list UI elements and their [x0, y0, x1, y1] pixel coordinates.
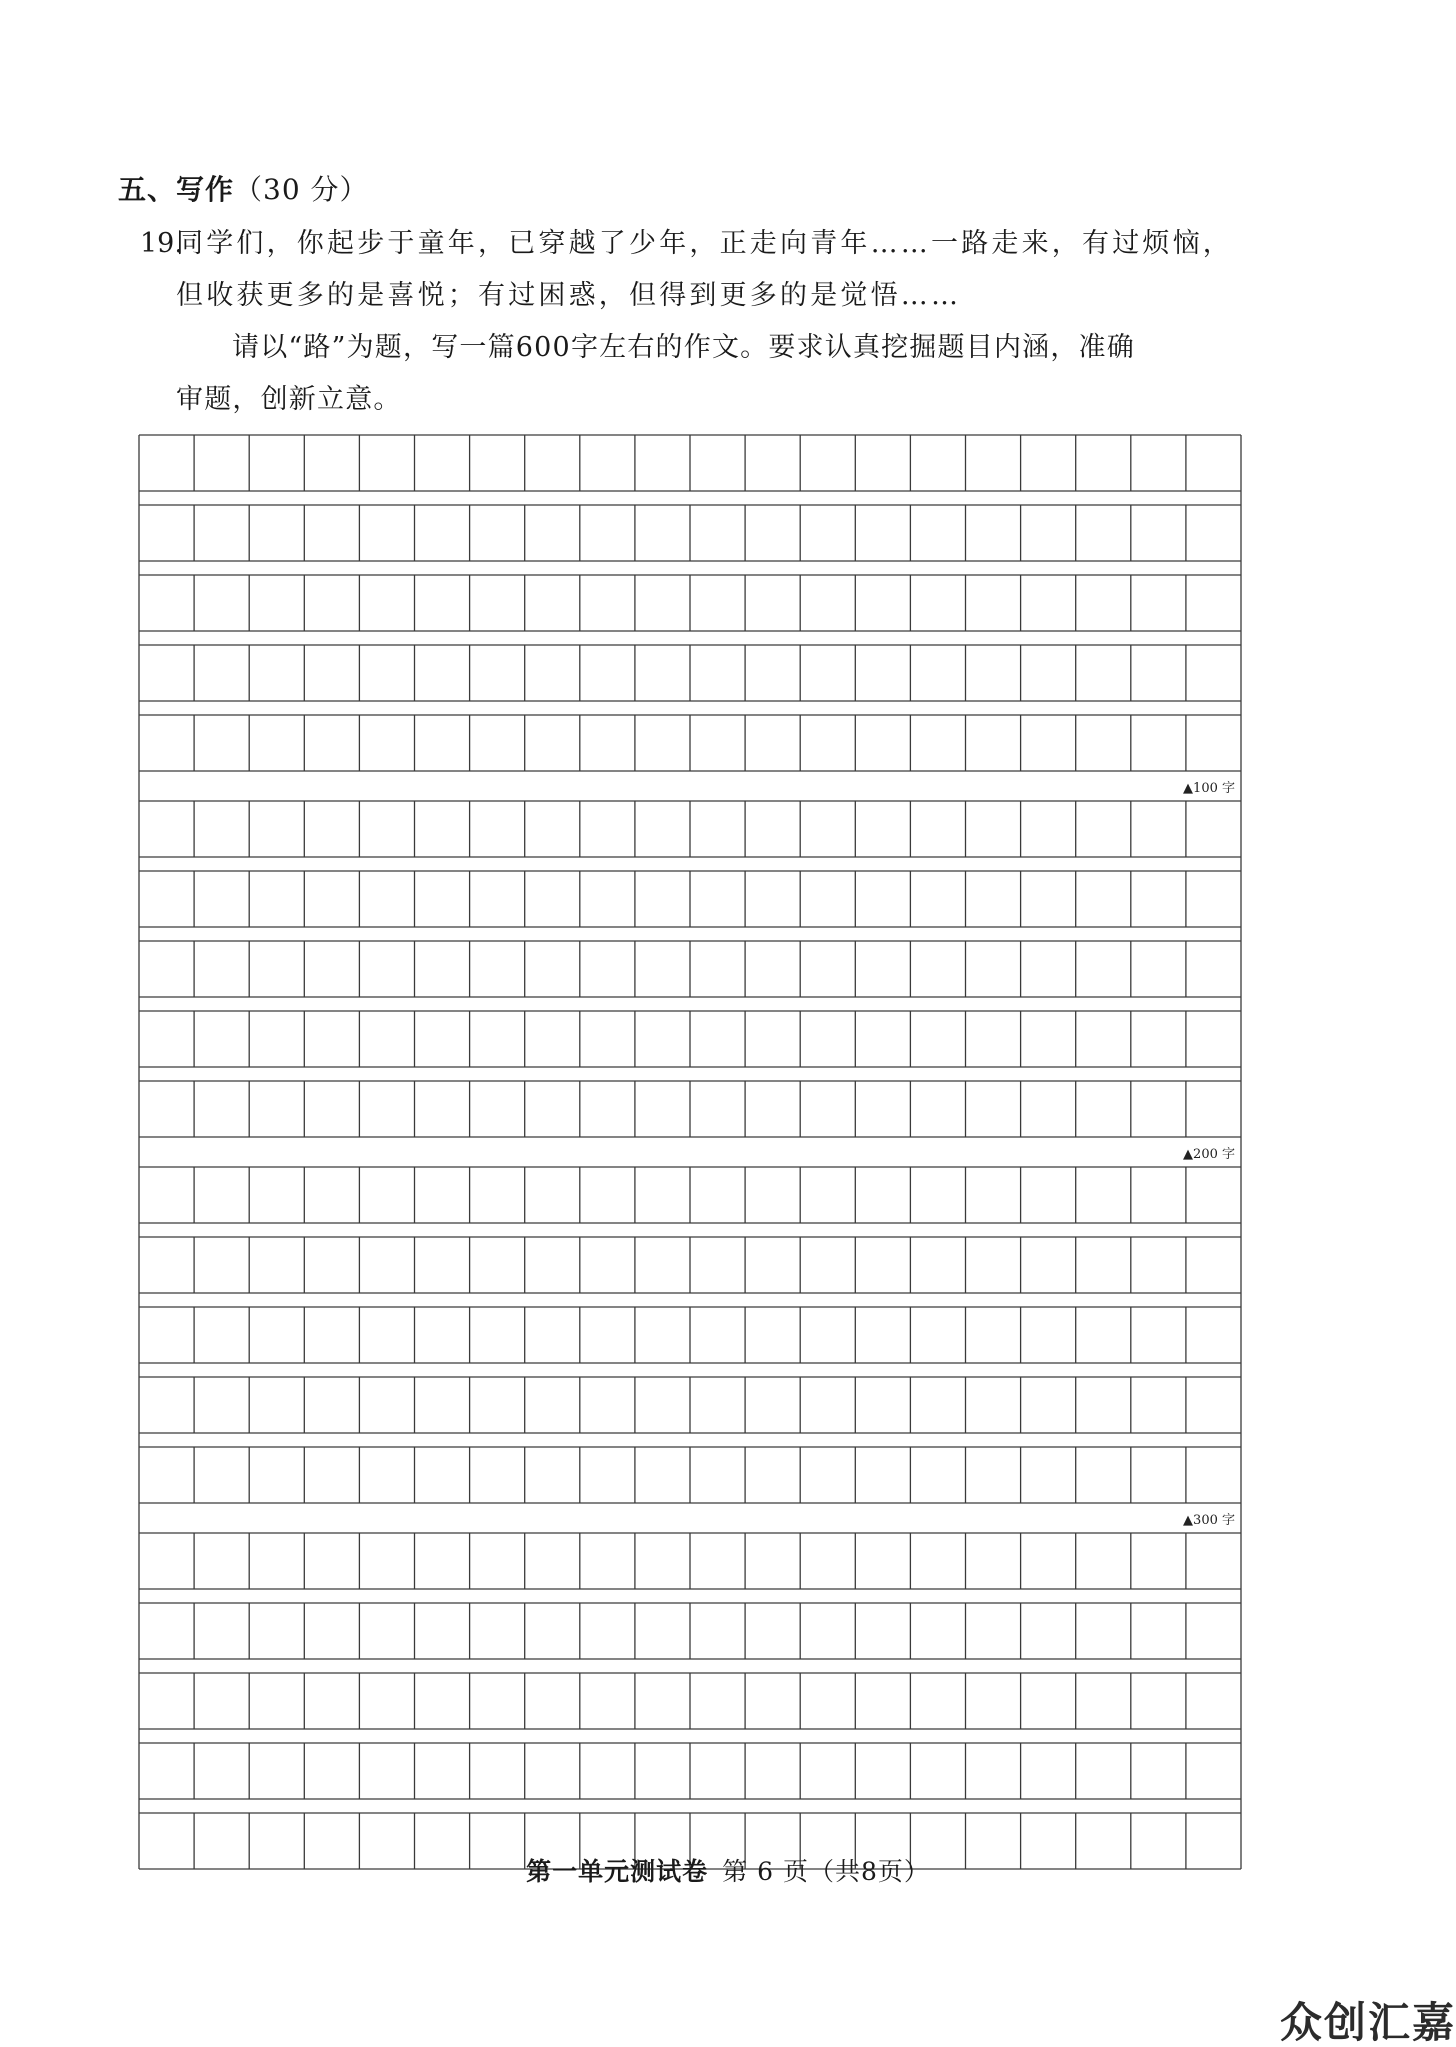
section-score: （30 分） [234, 173, 369, 206]
footer-page-number: 第 6 页（共8页） [722, 1857, 930, 1886]
footer-title: 第一单元测试卷 [526, 1857, 709, 1886]
section-title: 五、写作 [118, 173, 235, 206]
question-text-line-4: 审题，创新立意。 [176, 384, 402, 415]
watermark-logo: 众创汇嘉 [1279, 1998, 1456, 2047]
question-text-line-1: 同学们，你起步于童年，已穿越了少年，正走向青年……一路走来，有过烦恼， [176, 228, 1233, 259]
question-19 [142, 218, 1262, 426]
writing-grid [138, 434, 1244, 1871]
page-footer [0, 1852, 1456, 1888]
question-text-line-2: 但收获更多的是喜悦；有过困惑，但得到更多的是觉悟…… [176, 280, 962, 311]
question-number: 19. [140, 228, 183, 259]
question-text-line-3: 请以“路”为题，写一篇600字左右的作文。要求认真挖掘题目内涵，准确 [232, 332, 1135, 363]
section-heading [118, 168, 369, 208]
word-count-marker: ▲300 字 [1183, 1513, 1235, 1528]
word-count-marker: ▲200 字 [1183, 1147, 1235, 1162]
word-count-marker: ▲100 字 [1183, 781, 1235, 796]
